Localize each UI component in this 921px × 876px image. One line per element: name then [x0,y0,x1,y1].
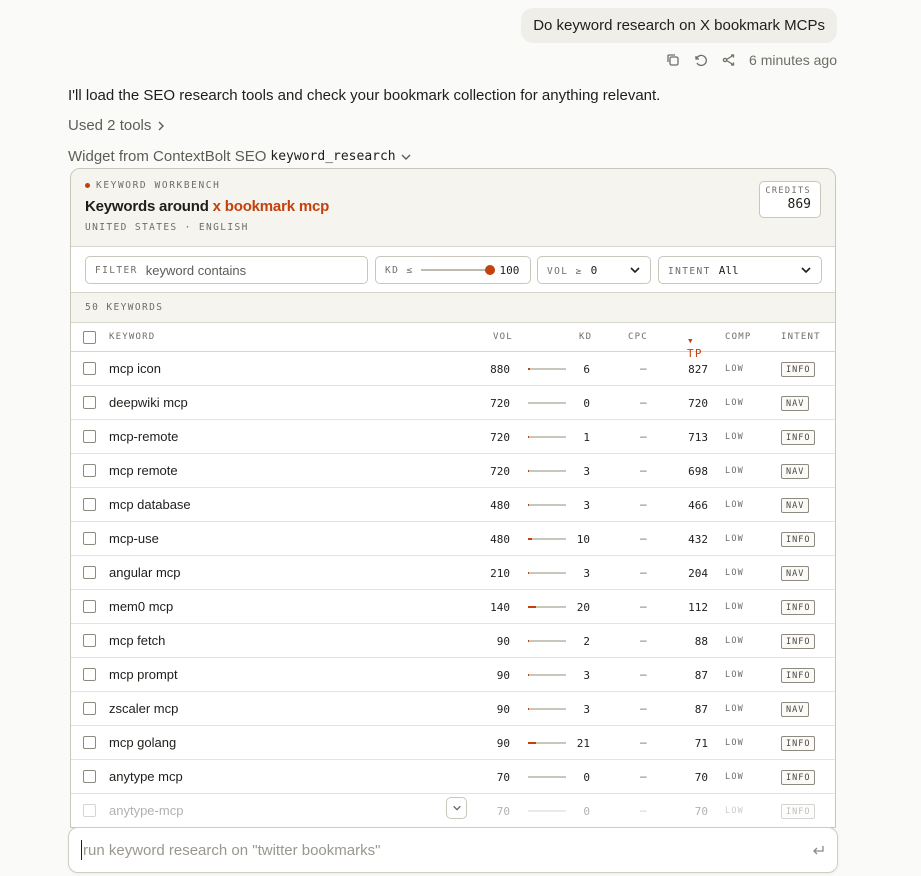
kd-bar [528,708,566,710]
kd-cell: 6 [583,363,590,376]
table-row[interactable] [71,692,835,726]
tp-cell: 466 [688,499,708,512]
tp-cell: 70 [694,771,708,784]
kd-cell: 1 [583,431,590,444]
copy-icon[interactable] [665,52,681,68]
intent-badge: NAV [781,464,809,479]
table-row[interactable] [71,624,835,658]
chevron-right-icon [155,120,167,132]
kd-cell: 21 [576,737,590,750]
intent-label: INTENT [668,265,711,277]
kd-bar [528,674,566,676]
scroll-down-button[interactable] [446,797,467,819]
vol-cell: 480 [490,533,510,546]
comp-cell: LOW [725,772,744,782]
kd-bar [528,402,566,404]
cpc-cell: – [640,463,647,477]
kd-bar [528,368,566,370]
cpc-cell: – [640,497,647,511]
vol-cell: 720 [490,465,510,478]
branch-icon[interactable] [721,52,737,68]
intent-badge: INFO [781,600,815,615]
vol-cell: 880 [490,363,510,376]
kd-bar-fill [528,504,529,506]
kd-bar-fill [528,470,529,472]
intent-badge: INFO [781,736,815,751]
kd-cell: 2 [583,635,590,648]
filter-label: FILTER [95,264,138,276]
vol-cell: 480 [490,499,510,512]
kd-bar [528,470,566,472]
keyword-cell: mcp icon [109,361,162,376]
kd-cell: 3 [583,703,590,716]
comp-cell: LOW [725,364,744,374]
table-row[interactable] [71,352,835,386]
row-checkbox[interactable] [83,566,96,579]
cpc-cell: – [640,633,647,647]
comp-cell: LOW [725,500,744,510]
intent-badge: NAV [781,702,809,717]
column-tp-sorted[interactable]: ▾ TP [687,334,703,360]
kd-bar-fill [528,606,536,608]
credits-label: CREDITS [765,186,811,196]
cpc-cell: – [640,769,647,783]
intent-badge: NAV [781,498,809,513]
intent-badge: INFO [781,668,815,683]
vol-cell: 90 [496,635,510,648]
vol-cell: 70 [496,805,510,818]
column-vol[interactable]: VOL [493,332,513,342]
cpc-cell: – [640,531,647,545]
cpc-cell: – [640,565,647,579]
column-comp[interactable]: COMP [725,332,752,342]
keyword-cell: mcp database [109,497,191,512]
keyword-cell: mcp-use [109,531,159,546]
row-checkbox[interactable] [83,396,96,409]
row-checkbox[interactable] [83,702,96,715]
user-message-bubble [521,8,837,43]
table-row[interactable] [71,556,835,590]
widget-title [85,198,821,215]
row-checkbox[interactable] [83,464,96,477]
tp-cell: 432 [688,533,708,546]
kd-cell: 0 [583,397,590,410]
table-row[interactable] [71,658,835,692]
vol-cell: 90 [496,669,510,682]
widget-source-label: Widget from ContextBolt SEO [68,148,267,165]
cpc-cell: – [640,735,647,749]
kd-cell: 20 [576,601,590,614]
keyword-cell: angular mcp [109,565,181,580]
kd-filter[interactable] [375,256,531,284]
keyword-table-body [71,352,835,828]
vol-cell: 70 [496,771,510,784]
comp-cell: LOW [725,738,744,748]
table-row[interactable] [71,420,835,454]
kd-cell: 3 [583,465,590,478]
row-checkbox[interactable] [83,804,96,817]
intent-badge: INFO [781,430,815,445]
assistant-message: I'll load the SEO research tools and check your bookmark collection for anything relevant. [68,87,661,104]
tools-used-label: Used 2 tools [68,117,152,134]
tp-cell: 204 [688,567,708,580]
table-header [71,323,835,360]
cpc-cell: – [640,429,647,443]
intent-badge: INFO [781,770,815,785]
message-actions [665,50,837,70]
keyword-cell: mcp golang [109,735,177,750]
composer-input[interactable] [81,840,811,860]
kd-bar-fill [528,640,529,642]
comp-cell: LOW [725,806,744,816]
intent-badge: NAV [781,566,809,581]
row-checkbox[interactable] [83,668,96,681]
comp-cell: LOW [725,568,744,578]
table-row[interactable] [71,454,835,488]
row-checkbox[interactable] [83,498,96,511]
vol-cell: 90 [496,703,510,716]
vol-label: VOL ≥ [547,265,583,277]
chevron-down-icon [452,803,462,813]
keyword-workbench-widget [70,168,836,828]
tp-cell: 70 [694,805,708,818]
widget-eyebrow: KEYWORD WORKBENCH [85,180,821,191]
kd-cell: 0 [583,805,590,818]
table-row[interactable] [71,590,835,624]
enter-icon[interactable] [811,843,825,857]
kd-bar-fill [528,742,536,744]
kd-bar [528,538,566,540]
user-message-text: Do keyword research on X bookmark MCPs [533,17,825,34]
tp-cell: 87 [694,703,708,716]
cpc-cell: – [640,361,647,375]
chevron-down-icon [400,151,412,163]
tp-cell: 87 [694,669,708,682]
status-dot-icon [85,183,90,188]
table-row[interactable] [71,488,835,522]
intent-badge: INFO [781,804,815,819]
select-all-checkbox[interactable] [83,331,96,344]
keyword-cell: zscaler mcp [109,701,179,716]
table-row[interactable] [71,726,835,760]
tools-used-toggle[interactable] [68,117,167,134]
comp-cell: LOW [725,602,744,612]
widget-title-prefix: Keywords around [85,198,209,215]
comp-cell: LOW [725,398,744,408]
intent-value: All [718,263,739,277]
comp-cell: LOW [725,704,744,714]
tp-cell: 698 [688,465,708,478]
table-row[interactable] [71,760,835,794]
keyword-cell: anytype mcp [109,769,183,784]
vol-cell: 140 [490,601,510,614]
keyword-filter-input[interactable] [146,263,346,278]
retry-icon[interactable] [693,52,709,68]
widget-tool-name: keyword_research [270,149,396,164]
widget-title-seed: x bookmark mcp [212,198,330,215]
cpc-cell: – [640,803,647,817]
kd-cell: 3 [583,499,590,512]
keyword-cell: mem0 mcp [109,599,174,614]
intent-badge: NAV [781,396,809,411]
vol-cell: 720 [490,397,510,410]
comp-cell: LOW [725,466,744,476]
kd-value: 100 [499,263,520,277]
row-checkbox[interactable] [83,430,96,443]
widget-header [71,169,835,247]
tp-cell: 827 [688,363,708,376]
kd-label: KD ≤ [385,264,414,276]
kd-slider-track [421,269,491,271]
vol-cell: 90 [496,737,510,750]
tp-cell: 713 [688,431,708,444]
credits-value: 869 [787,197,811,212]
row-checkbox[interactable] [83,634,96,647]
kd-bar [528,572,566,574]
kd-slider-thumb[interactable] [485,265,495,275]
volume-filter-select[interactable] [537,256,651,284]
comp-cell: LOW [725,432,744,442]
kd-bar [528,504,566,506]
table-row[interactable] [71,522,835,556]
credits-badge [759,181,821,218]
filter-bar [71,247,835,293]
intent-filter-select[interactable] [658,256,822,284]
kd-bar [528,436,566,438]
message-composer[interactable] [68,827,838,873]
vol-cell: 210 [490,567,510,580]
vol-cell: 720 [490,431,510,444]
tp-cell: 71 [694,737,708,750]
kd-bar-fill [528,368,530,370]
vol-value: 0 [590,263,598,277]
intent-badge: INFO [781,362,815,377]
kd-bar [528,810,566,812]
keyword-cell: anytype-mcp [109,803,184,818]
kd-cell: 3 [583,567,590,580]
cpc-cell: – [640,701,647,715]
keyword-cell: mcp prompt [109,667,178,682]
keyword-filter[interactable] [85,256,368,284]
intent-badge: INFO [781,634,815,649]
kd-bar [528,606,566,608]
comp-cell: LOW [725,636,744,646]
intent-badge: INFO [781,532,815,547]
keyword-count: 50 KEYWORDS [71,293,835,323]
kd-bar-fill [528,572,529,574]
column-intent[interactable]: INTENT [781,332,821,342]
message-timestamp: 6 minutes ago [749,52,837,68]
column-keyword[interactable]: KEYWORD [109,332,156,342]
tp-cell: 88 [694,635,708,648]
kd-cell: 10 [576,533,590,546]
widget-locale: UNITED STATES · ENGLISH [85,222,249,233]
row-checkbox[interactable] [83,362,96,375]
keyword-cell: deepwiki mcp [109,395,188,410]
column-cpc[interactable]: CPC [628,332,648,342]
tp-cell: 112 [688,601,708,614]
comp-cell: LOW [725,670,744,680]
widget-source-toggle[interactable] [68,148,412,165]
row-checkbox[interactable] [83,532,96,545]
keyword-cell: mcp remote [109,463,178,478]
row-checkbox[interactable] [83,770,96,783]
kd-bar-fill [528,674,529,676]
keyword-cell: mcp fetch [109,633,166,648]
kd-cell: 3 [583,669,590,682]
comp-cell: LOW [725,534,744,544]
table-row[interactable] [71,386,835,420]
cpc-cell: – [640,395,647,409]
chevron-down-icon [629,264,641,276]
chevron-down-icon [800,264,812,276]
kd-bar-fill [528,708,529,710]
cpc-cell: – [640,599,647,613]
column-kd[interactable]: KD [579,332,593,342]
kd-bar [528,742,566,744]
kd-slider[interactable] [421,265,491,275]
kd-cell: 0 [583,771,590,784]
keyword-cell: mcp-remote [109,429,179,444]
kd-bar [528,640,566,642]
cpc-cell: – [640,667,647,681]
tp-cell: 720 [688,397,708,410]
kd-bar [528,776,566,778]
row-checkbox[interactable] [83,600,96,613]
row-checkbox[interactable] [83,736,96,749]
kd-bar-fill [528,538,532,540]
